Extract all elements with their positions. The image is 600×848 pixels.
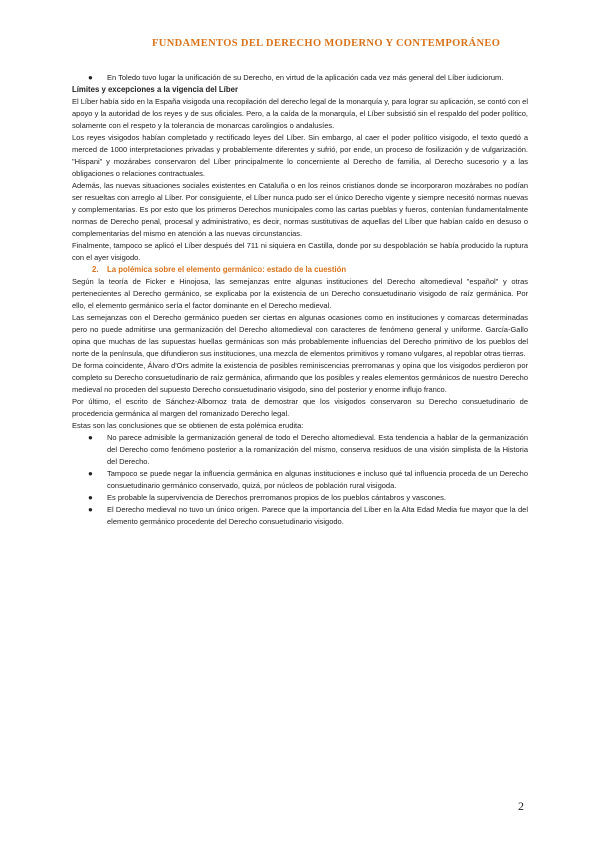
list-item xyxy=(72,468,528,492)
paragraph: Finalmente, tampoco se aplicó el Líber después del 711 ni siquiera en Castilla, donde por su despoblación se había producido la ruptura con el ayer visigodo. xyxy=(72,241,528,262)
bullet-icon: ● xyxy=(88,493,93,502)
list-item xyxy=(72,72,528,84)
intro-bullet-list xyxy=(72,72,528,84)
bullet-text: Es probable la supervivencia de Derechos prerromanos propios de los pueblos cántabros y vascones. xyxy=(107,493,446,502)
paragraph: Según la teoría de Ficker e Hinojosa, las semejanzas entre algunas instituciones del Derecho altomedieval "español" y otras pertenecientes al Derecho germánico, se explicaba por la existencia de un Derecho consuetudinario visigodo de raíz germánica. Por ello, el elemento germánico sería el factor dominante en el Derecho medieval. xyxy=(72,277,528,310)
paragraph: El Líber había sido en la España visigoda una recopilación del derecho legal de la monarquía y, para lograr su aplicación, se contó con el apoyo y la autoridad de los reyes y de sus oficiales. Pero, a la caída de la monarquía, el Líber subsistió sin el respaldo del poder político, solamente con el respeto y la tolerancia de monarcas carolingios o andalusíes. xyxy=(72,97,528,130)
bullet-text: El Derecho medieval no tuvo un único origen. Parece que la importancia del Líber en la Alta Edad Media fue mayor que la del elemento germánico procedente del Derecho consuetudinario visigodo. xyxy=(107,505,528,526)
bullet-text: Tampoco se puede negar la influencia germánica en algunas instituciones e incluso qué tal influencia proceda de un Derecho consuetudinario germánico conservado, quizá, por núcleos de población rural visigoda. xyxy=(107,469,528,490)
list-item xyxy=(72,432,528,468)
paragraph: Además, las nuevas situaciones sociales existentes en Cataluña o en los reinos cristianos donde se incorporaron mozárabes no podían ser resueltas con arreglo al Líber. Por consiguiente, el Líber nunca pudo ser el único Derecho vigente y siempre necesitó normas nuevas y complementarias. Es por esto que los primeros Derechos municipales como las cartas pueblas y fueros, contenían fundamentalmente normas de Derecho penal, procesal y administrativo, es decir, normas sustitutivas de aquellas del Líber que habían caído en desuso o complementarias del mismo en atención a las nuevas circunstancias. xyxy=(72,181,528,238)
paragraph: Estas son las conclusiones que se obtienen de esta polémica erudita: xyxy=(72,421,304,430)
conclusions-list xyxy=(72,432,528,528)
section-1-heading: Límites y excepciones a la vigencia del Líber xyxy=(72,85,238,94)
bullet-text: En Toledo tuvo lugar la unificación de su Derecho, en virtud de la aplicación cada vez más general del Líber iudiciorum. xyxy=(107,73,504,82)
section-2-title: La polémica sobre el elemento germánico: estado de la cuestión xyxy=(107,265,347,274)
paragraph: Por último, el escrito de Sánchez-Albornoz trata de demostrar que los visigodos conservaron su Derecho consuetudinario de procedencia germánica al margen del romanizado Derecho legal. xyxy=(72,397,528,418)
running-header: FUNDAMENTOS DEL DERECHO MODERNO Y CONTEMPORÁNEO xyxy=(152,38,501,49)
bullet-icon: ● xyxy=(88,505,93,514)
page-content xyxy=(72,72,528,528)
bullet-icon: ● xyxy=(88,469,93,478)
paragraph: Los reyes visigodos habían completado y rectificado leyes del Líber. Sin embargo, al caer el poder político visigodo, el texto quedó a merced de 1000 interpretaciones privadas y probablemente diferentes y sufrió, por ende, un proceso de fosilización y de vulgarización. "Hispani" y mozárabes conservaron del Líber principalmente lo concerniente al Derecho de familia, al Derecho sucesorio y a las obligaciones o relaciones contractuales. xyxy=(72,133,528,178)
paragraph: De forma coincidente, Álvaro d'Ors admite la existencia de posibles reminiscencias prerromanas y opina que los visigodos perdieron por completo su Derecho consuetudinario de raíz germánica, afirmando que los posibles y reales elementos germánicos de nuestro Derecho medieval no proceden del supuesto Derecho consuetudinario visigodo, sino del posterior y enorme influjo franco. xyxy=(72,361,528,394)
list-item xyxy=(72,504,528,528)
bullet-icon: ● xyxy=(88,433,93,442)
list-item xyxy=(72,492,528,504)
bullet-icon: ● xyxy=(88,73,93,82)
section-number: 2. xyxy=(92,265,99,274)
paragraph: Las semejanzas con el Derecho germánico pueden ser ciertas en algunas ocasiones como en instituciones y comarcas determinadas pero no puede admitirse una germanización del Derecho altomedieval con caracteres de fenómeno general y uniforme. García-Gallo opina que muchas de las supuestas huellas germánicas son más probablemente influencias del Derecho primitivo de los pueblos del norte de la península, que difundieron sus instituciones, una mezcla de elementos primitivos y romano vulgares, al repoblar otras tierras. xyxy=(72,313,528,358)
section-2-heading xyxy=(72,264,528,276)
page-number: 2 xyxy=(518,799,524,813)
bullet-text: No parece admisible la germanización general de todo el Derecho altomedieval. Esta tendencia a hablar de la germanización del Derecho como fenómeno posterior a la romanización del mismo, conserva residuos de una visión simplista de la Historia del Derecho. xyxy=(107,433,528,466)
